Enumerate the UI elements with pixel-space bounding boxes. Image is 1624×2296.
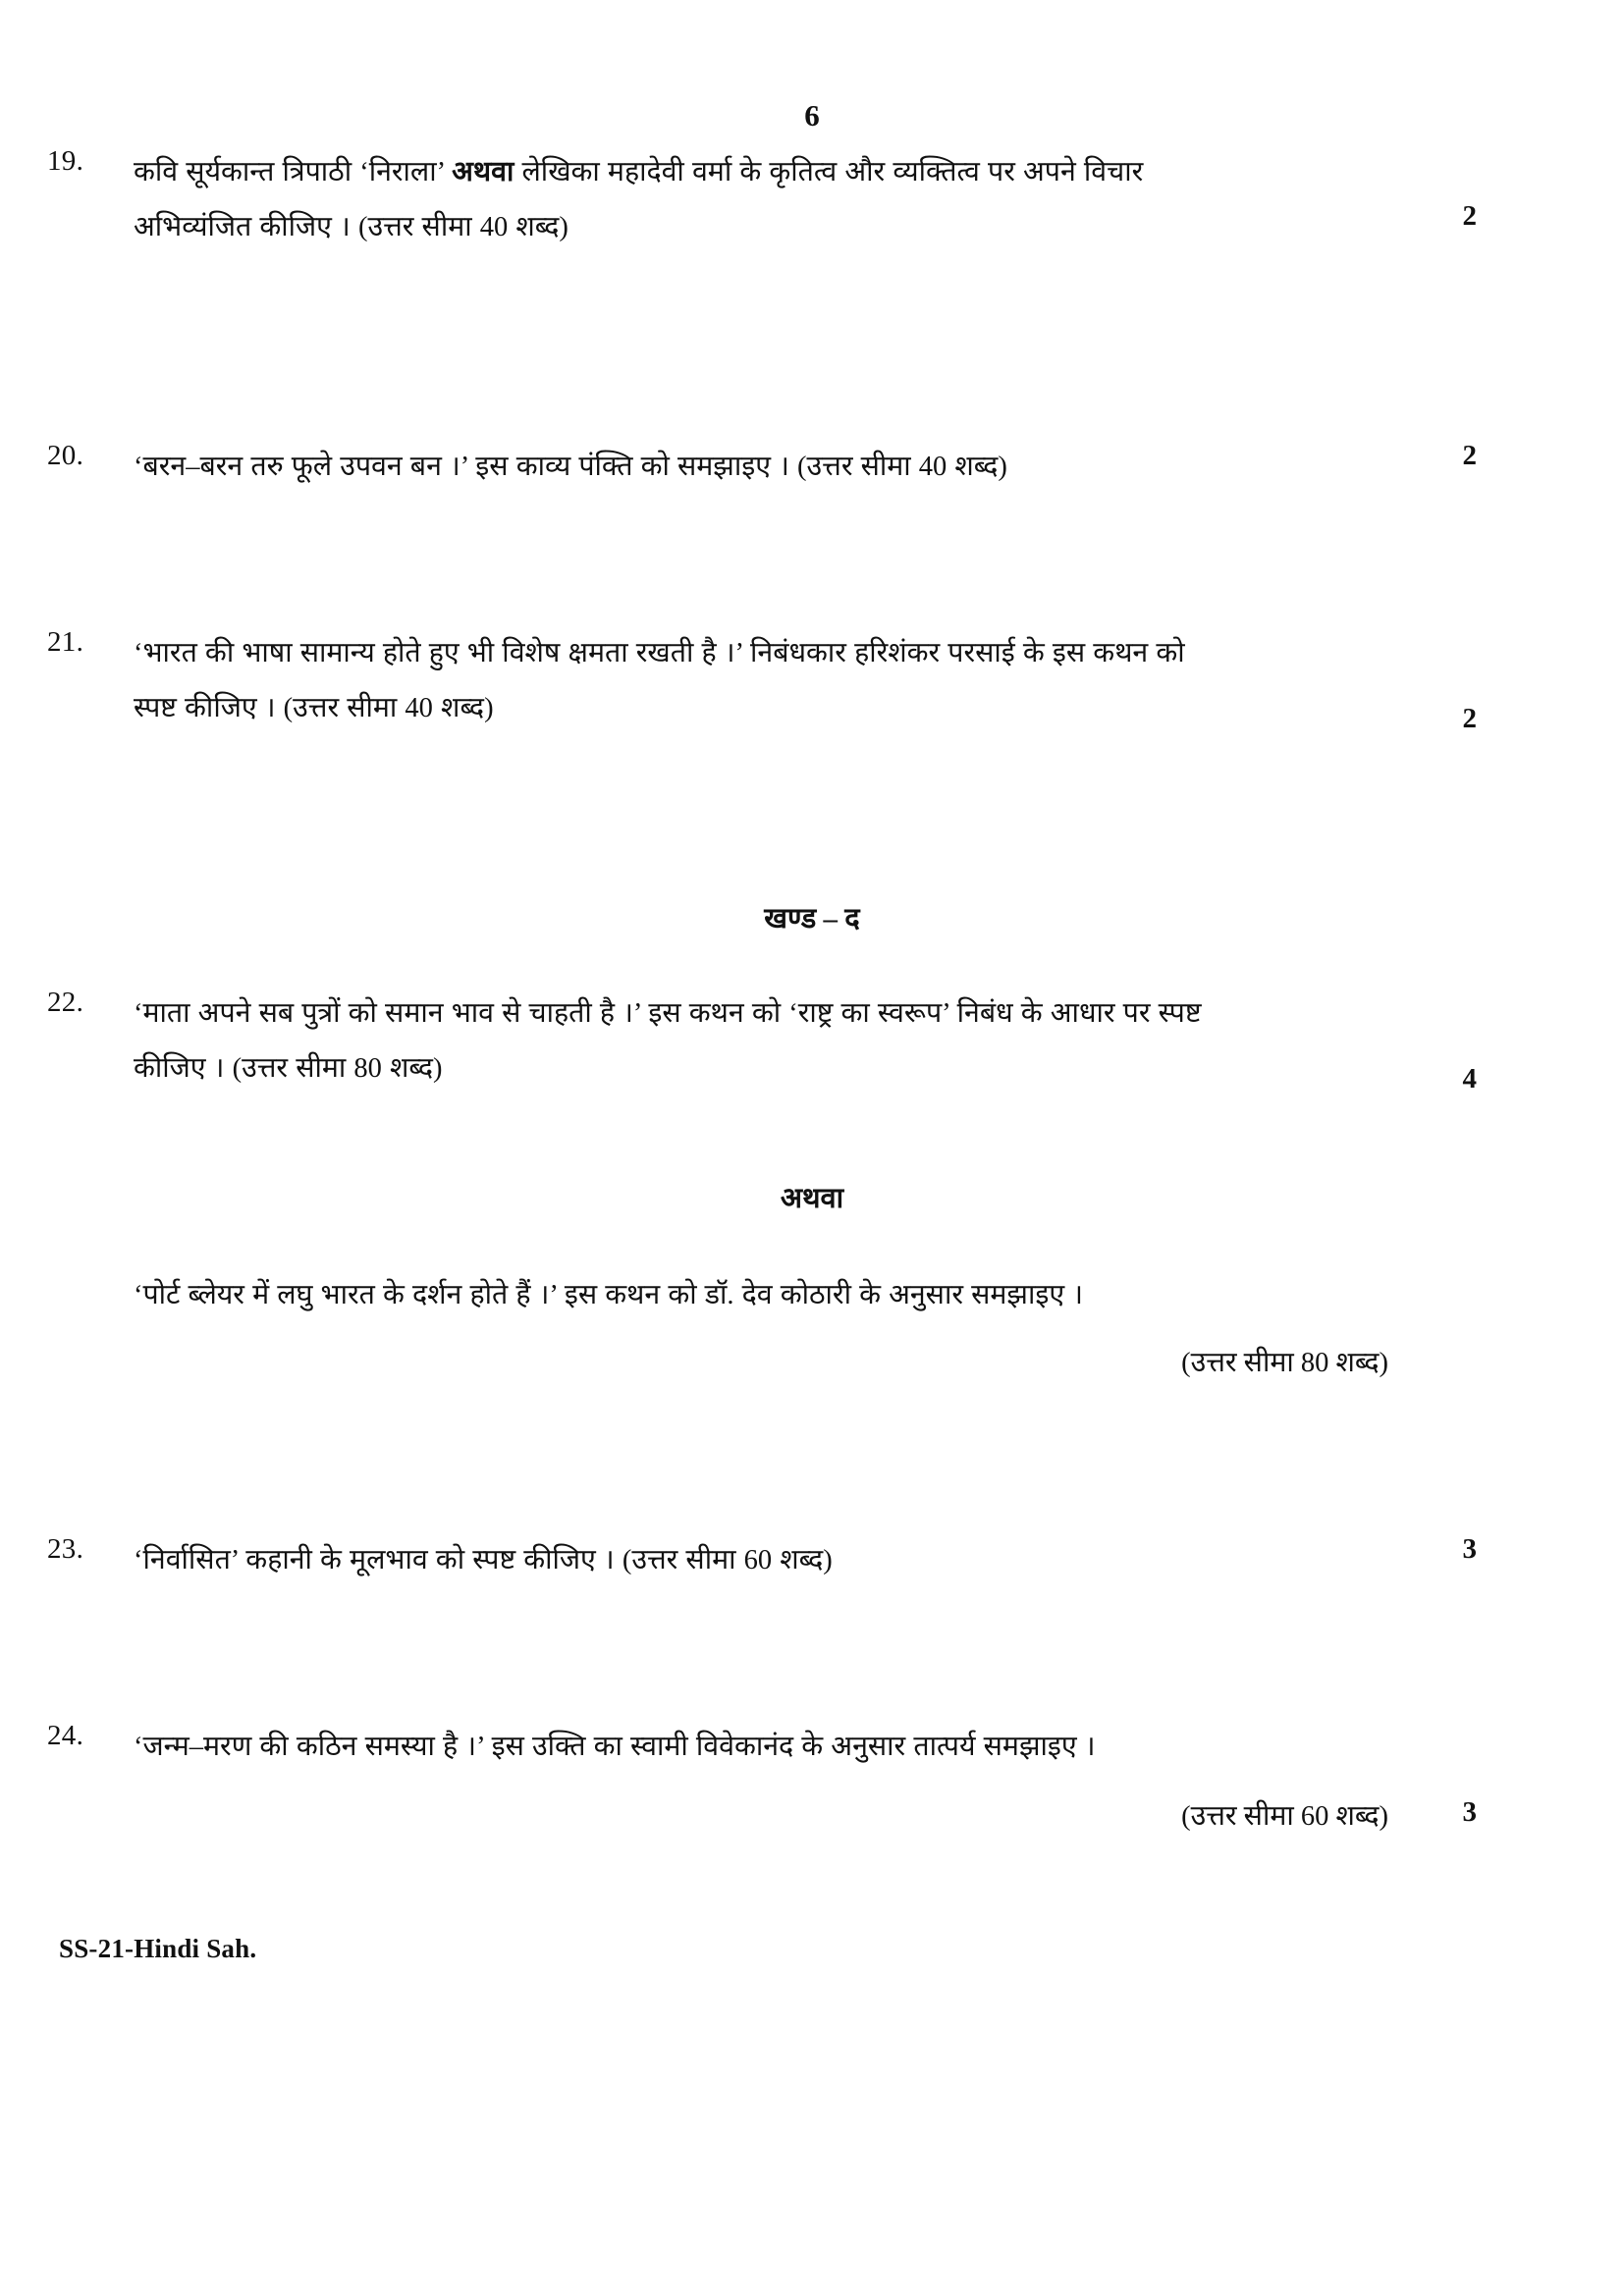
- question-text: [134, 1720, 1520, 1775]
- question-number: 23.: [47, 1533, 84, 1565]
- question-number: 20.: [47, 440, 84, 471]
- question-text: [134, 626, 1500, 735]
- question-marks: 2: [1462, 200, 1477, 232]
- section-heading: खण्ड – द: [764, 903, 860, 934]
- question-row: [47, 1720, 1579, 1775]
- question-text: [134, 440, 1382, 495]
- question-24-word-limit: (उत्तर सीमा 60 शब्द): [1181, 1801, 1388, 1832]
- question-marks: 2: [1462, 440, 1477, 471]
- question-marks: 2: [1462, 703, 1477, 734]
- question-line-text-cont: लेखिका महादेवी वर्मा के कृतित्व और व्यक्तित्व पर अपने विचार: [521, 157, 1144, 187]
- question-line: ‘निर्वासित’ कहानी के मूलभाव को स्पष्ट कीजिए । (उत्तर सीमा 60 शब्द): [134, 1545, 833, 1575]
- question-number: 22.: [47, 987, 84, 1018]
- question-text: [134, 145, 1382, 254]
- question-row: [47, 626, 1579, 735]
- question-line: ‘पोर्ट ब्लेयर में लघु भारत के दर्शन होते हैं ।’ इस कथन को डॉ. देव कोठारी के अनुसार समझाइए ।: [134, 1280, 1084, 1310]
- question-line-text: कवि सूर्यकान्त त्रिपाठी ‘निराला’: [134, 157, 453, 187]
- question-number: 24.: [47, 1720, 84, 1751]
- question-item-20: [47, 440, 1579, 495]
- question-line: अभिव्यंजित कीजिए । (उत्तर सीमा 40 शब्द): [134, 211, 568, 242]
- question-line: ‘बरन–बरन तरु फूले उपवन बन ।’ इस काव्य पंक्ति को समझाइए । (उत्तर सीमा 40 शब्द): [134, 452, 1007, 482]
- question-line: ‘जन्म–मरण की कठिन समस्या है ।’ इस उक्ति का स्वामी विवेकानंद के अनुसार तात्पर्य समझाइए ।: [134, 1732, 1096, 1762]
- alternative-keyword-inline: अथवा: [452, 157, 514, 187]
- question-line: ‘भारत की भाषा सामान्य होते हुए भी विशेष क्षमता रखती है ।’ निबंधकार हरिशंकर परसाई के इस कथन को: [134, 638, 1185, 668]
- question-line: ‘माता अपने सब पुत्रों को समान भाव से चाहती है ।’ इस कथन को ‘राष्ट्र का स्वरूप’ निबंध के आधार पर स्पष्ट: [134, 998, 1202, 1029]
- question-line: स्पष्ट कीजिए । (उत्तर सीमा 40 शब्द): [134, 692, 494, 723]
- question-text: [134, 1533, 1382, 1588]
- question-item-22: [47, 987, 1579, 1095]
- question-marks: 4: [1462, 1063, 1477, 1095]
- question-row: [47, 145, 1579, 254]
- page-number: 6: [804, 98, 820, 133]
- question-line: कीजिए । (उत्तर सीमा 80 शब्द): [134, 1052, 443, 1084]
- question-marks: 3: [1462, 1796, 1477, 1828]
- alternative-question: [47, 1268, 1579, 1323]
- question-number: 19.: [47, 145, 84, 177]
- alternative-label: अथवा: [780, 1183, 844, 1214]
- question-item-21: [47, 626, 1579, 735]
- question-row: [47, 987, 1579, 1095]
- question-number: 21.: [47, 626, 84, 658]
- question-row: [47, 440, 1579, 495]
- question-line: [134, 145, 1382, 200]
- alternative-word-limit: (उत्तर सीमा 80 शब्द): [1181, 1348, 1388, 1378]
- question-marks: 3: [1462, 1533, 1477, 1565]
- question-item-19: [47, 145, 1579, 254]
- alternative-question-text: [134, 1268, 1461, 1323]
- paper-code-footer: SS-21-Hindi Sah.: [59, 1934, 257, 1963]
- question-item-23: [47, 1533, 1579, 1588]
- question-row: [47, 1533, 1579, 1588]
- question-text: [134, 987, 1500, 1095]
